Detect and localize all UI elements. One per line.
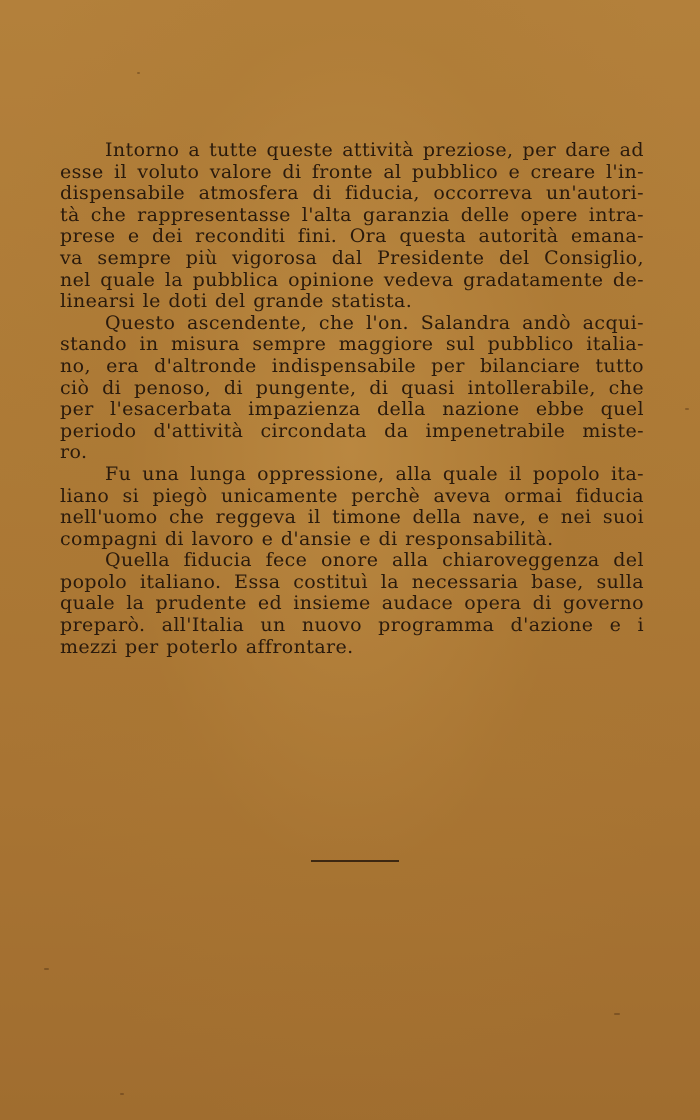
text-line: Questo ascendente, che l'on. Salandra andò acqui-	[105, 311, 644, 334]
text-line: linearsi le doti del grande statista.	[60, 290, 413, 313]
text-line: nel quale la pubblica opinione vedeva gradatamente de-	[60, 268, 644, 291]
text-line: nell'uomo che reggeva il timone della nave, e nei suoi	[60, 506, 644, 529]
text-line: dispensabile atmosfera di fiducia, occorreva un'autori-	[60, 182, 644, 205]
paper-speck	[120, 1093, 124, 1095]
paper-speck	[685, 408, 689, 410]
text-line: stando in misura sempre maggiore sul pubblico italia-	[60, 333, 644, 356]
text-line: va sempre più vigorosa dal Presidente del Consiglio,	[60, 246, 644, 269]
text-line: no, era d'altronde indispensabile per bilanciare tutto	[60, 354, 644, 377]
paper-speck	[614, 1013, 620, 1015]
text-line: ro.	[60, 441, 88, 464]
text-line: compagni di lavoro e d'ansie e di responsabilità.	[60, 527, 554, 550]
text-line: Quella fiducia fece onore alla chiaroveggenza del	[105, 549, 644, 572]
text-line: mezzi per poterlo affrontare.	[60, 635, 354, 658]
text-line: prese e dei reconditi fini. Ora questa autorità emana-	[60, 225, 644, 248]
body-text	[60, 140, 644, 658]
paper-speck	[44, 968, 49, 970]
text-line: periodo d'attività circondata da impenetrabile miste-	[60, 419, 644, 442]
text-line: Fu una lunga oppressione, alla quale il popolo ita-	[105, 462, 644, 485]
paper-speck	[137, 72, 140, 74]
text-line: esse il voluto valore di fronte al pubblico e creare l'in-	[60, 160, 644, 183]
text-line: ciò di penoso, di pungente, di quasi intollerabile, che	[60, 376, 644, 399]
text-line: quale la prudente ed insieme audace opera di governo	[60, 592, 644, 615]
text-line: preparò. all'Italia un nuovo programma d'azione e i	[60, 614, 644, 637]
text-line: per l'esacerbata impazienza della nazione ebbe quel	[60, 398, 644, 421]
section-divider	[311, 860, 399, 862]
text-line: tà che rappresentasse l'alta garanzia delle opere intra-	[60, 203, 644, 226]
text-line: Intorno a tutte queste attività preziose, per dare ad	[105, 139, 644, 161]
text-line: popolo italiano. Essa costituì la necessaria base, sulla	[60, 570, 644, 593]
text-line: liano si piegò unicamente perchè aveva ormai fiducia	[60, 484, 644, 507]
